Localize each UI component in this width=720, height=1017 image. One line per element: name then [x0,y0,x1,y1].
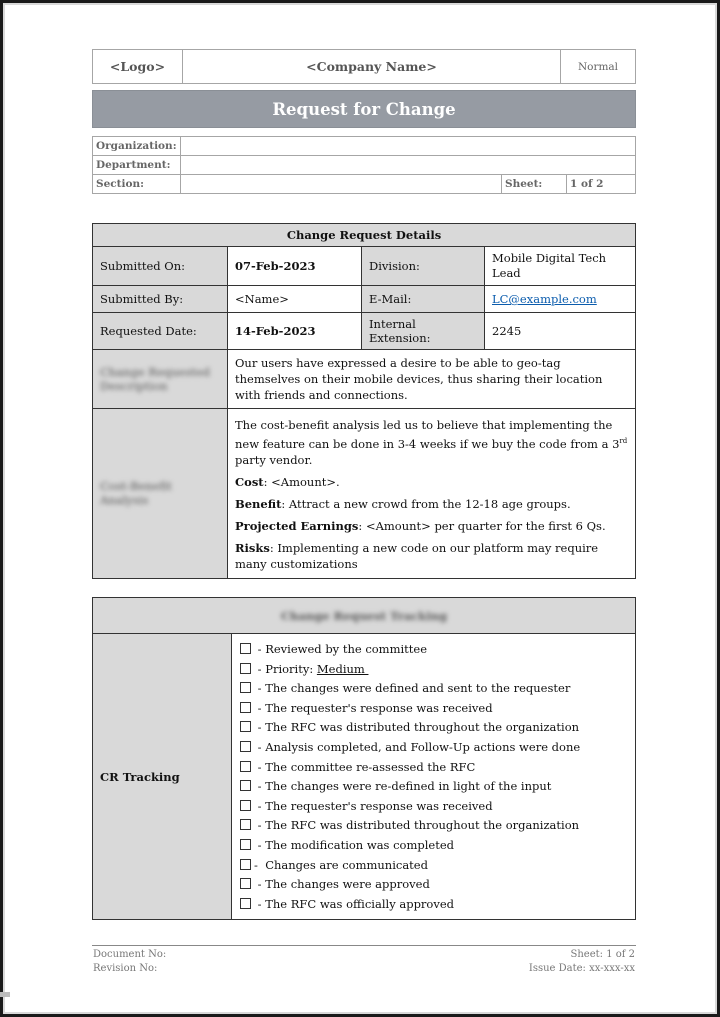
footer-left [93,948,166,976]
analysis-content[interactable] [228,409,636,579]
document-title: Request for Change [92,90,636,128]
checkbox-icon[interactable] [240,780,251,791]
checklist-item-text: Analysis completed, and Follow-Up actions were done [265,739,581,754]
checklist-item-text: The modification was completed [265,837,455,852]
sheet-value: 1 of 2 [567,175,636,194]
department-field[interactable] [180,156,635,175]
checkbox-icon[interactable] [240,859,251,870]
checklist-item: - The RFC was officially approved [240,895,627,915]
checklist-item: - The changes were approved [240,875,627,895]
issue-date: Issue Date: xx-xxx-xx [528,963,635,974]
submitted-by-label: Submitted By: [93,286,228,313]
organization-field[interactable] [180,137,635,156]
checklist-item: - The changes were defined and sent to the requester [240,679,627,699]
division-label: Division: [362,247,485,286]
section-label: Section: [93,175,181,194]
checkbox-icon[interactable] [240,643,251,654]
description-label-cell [93,350,228,409]
submitted-by-value[interactable]: <Name> [228,286,362,313]
checkbox-icon[interactable] [240,898,251,909]
tracking-checklist [233,635,634,918]
email-label: E-Mail: [362,286,485,313]
requested-date-value[interactable]: 14-Feb-2023 [228,313,362,350]
checklist-item-text: Reviewed by the committee [265,642,428,656]
checkbox-icon[interactable] [240,663,251,674]
risks-line: Risks: Implementing a new code on our platform may require many customizations [235,540,599,571]
tracking-checklist-cell [232,634,636,920]
sheet-label: Sheet: [502,175,567,194]
requested-date-label: Requested Date: [93,313,228,350]
checkbox-icon[interactable] [240,741,251,752]
change-request-details-table [92,223,636,579]
cost-line: Cost: <Amount>. [235,474,340,489]
description-label: Change Requested Description [100,365,211,393]
footer-sheet: Sheet: 1 of 2 [570,949,635,960]
section-field[interactable] [180,175,501,194]
checkbox-icon[interactable] [240,721,251,732]
checklist-item: - The changes were re-defined in light of the input [240,777,627,797]
cr-tracking-label: CR Tracking [93,634,232,920]
checkbox-icon[interactable] [240,761,251,772]
change-request-tracking-table [92,597,636,920]
details-heading: Change Request Details [93,224,636,247]
checklist-item: - The requester's response was received [240,699,627,719]
checklist-item: - Analysis completed, and Follow-Up actions were done [240,738,627,758]
checklist-item-text: Changes are communicated [265,857,428,872]
checklist-item-text: The committee re-assessed the RFC [265,759,476,774]
checkbox-icon[interactable] [240,682,251,693]
checkbox-icon[interactable] [240,819,251,830]
revision-number: Revision No: [93,963,158,974]
document-number: Document No: [93,949,167,960]
checkbox-icon[interactable] [240,878,251,889]
email-cell [485,286,636,313]
checklist-item-text: The RFC was distributed throughout the organization [265,720,580,735]
checklist-item: - Priority: Medium [240,660,627,680]
checklist-item-text: The RFC was distributed throughout the organization [265,818,580,833]
analysis-intro: The cost-benefit analysis led us to believe that implementing the new feature can be done in 3-4 weeks if we buy the code from a 3rd party vendor. [235,418,628,467]
division-value[interactable]: Mobile Digital Tech Lead [485,247,636,286]
checkbox-icon[interactable] [240,839,251,850]
checklist-item: - The requester's response was received [240,797,627,817]
footer-right [435,948,635,976]
checklist-item-text: The requester's response was received [265,798,493,813]
company-name: <Company Name> [183,50,561,84]
email-link[interactable]: LC@example.com [492,292,597,306]
analysis-label-cell [93,409,228,579]
checklist-item-text: The changes were approved [265,877,430,892]
checklist-item: - Changes are communicated [240,856,627,876]
classification-label: Normal [561,50,636,84]
organization-label: Organization: [93,137,181,156]
checklist-item-text: The RFC was officially approved [265,896,455,911]
checkbox-icon[interactable] [240,800,251,811]
extension-label: Internal Extension: [362,313,485,350]
footer-divider [92,945,636,946]
header-table [92,49,636,84]
checklist-item-text: The changes were re-defined in light of the input [265,779,552,794]
extension-value[interactable]: 2245 [485,313,636,350]
submitted-on-label: Submitted On: [93,247,228,286]
tracking-heading-cell [93,598,636,634]
checklist-item: - Reviewed by the committee [240,640,627,660]
checklist-item-text: The changes were defined and sent to the requester [265,681,571,696]
logo-placeholder: <Logo> [93,50,183,84]
department-label: Department: [93,156,181,175]
checklist-item: - The RFC was distributed throughout the organization [240,816,627,836]
description-value[interactable]: Our users have expressed a desire to be able to geo-tag themselves on their mobile devices, thus sharing their location with friends and connections. [228,350,636,409]
benefit-line: Benefit: Attract a new crowd from the 12-18 age groups. [235,496,571,511]
checklist-item: - The RFC was distributed throughout the organization [240,718,627,738]
checklist-item: - The modification was completed [240,836,627,856]
tracking-heading: Change Request Tracking [280,608,448,623]
document-page [3,3,717,1014]
checklist-item-text: The requester's response was received [265,700,493,715]
page-edge-marker [0,992,10,997]
meta-table [92,136,636,194]
submitted-on-value[interactable]: 07-Feb-2023 [228,247,362,286]
checklist-item: - The committee re-assessed the RFC [240,758,627,778]
analysis-label: Cost-Benefit Analysis [100,479,172,508]
priority-value[interactable]: Medium [316,661,369,676]
earnings-line: Projected Earnings: <Amount> per quarter for the first 6 Qs. [235,518,606,533]
checklist-item-text: Priority: [265,661,317,676]
checkbox-icon[interactable] [240,702,251,713]
